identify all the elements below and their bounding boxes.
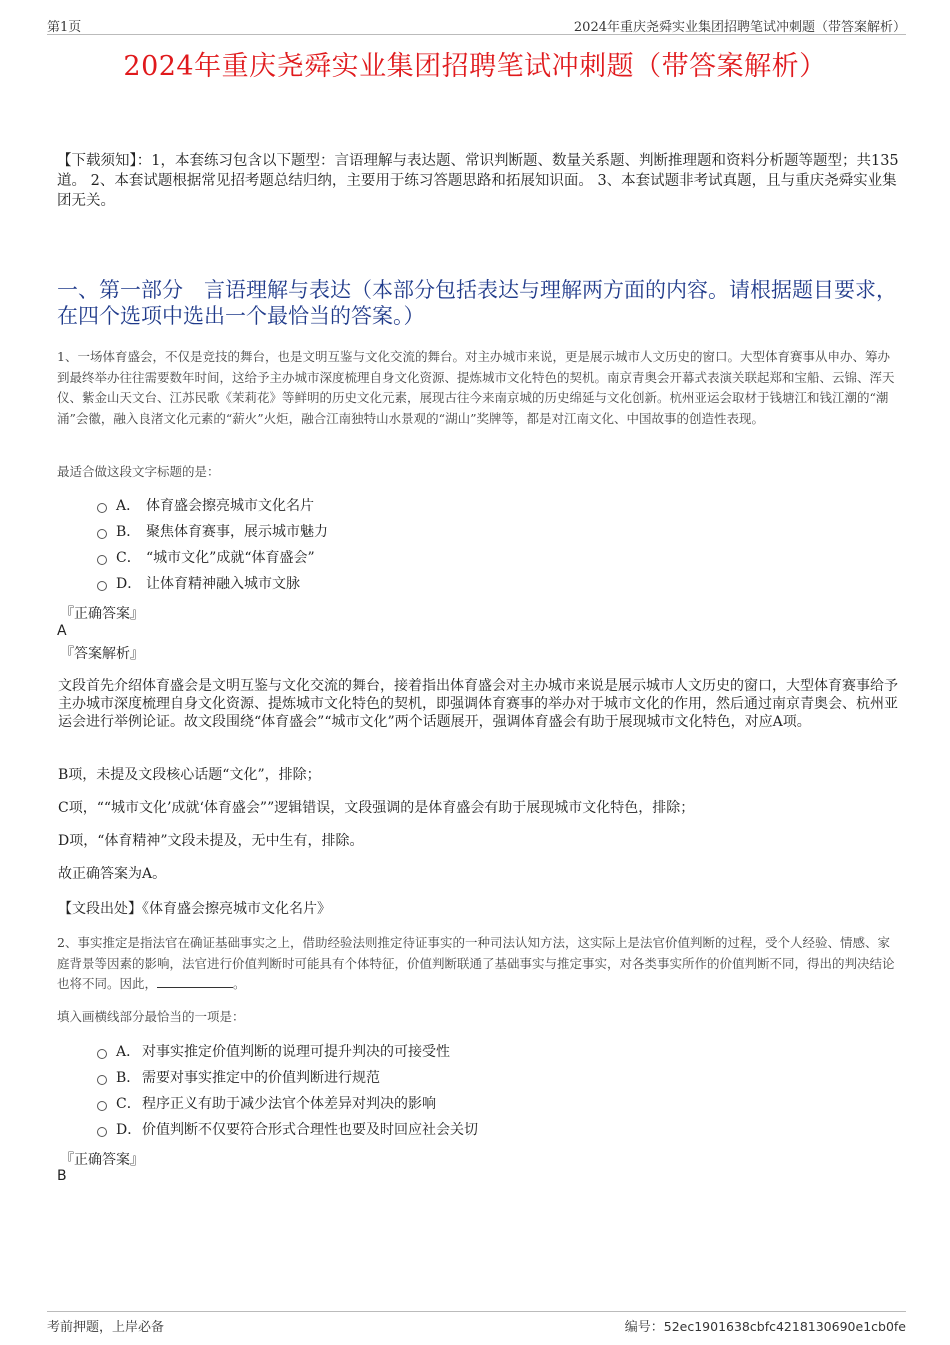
radio-icon[interactable] (97, 529, 107, 539)
question-1-option-b[interactable]: B． 聚焦体育赛事，展示城市魅力 (97, 522, 328, 542)
question-1-text: 1、一场体育盛会，不仅是竞技的舞台，也是文明互鉴与文化交流的舞台。对主办城市来说，更是展示城市人文历史的窗口。大型体育赛事从申办、筹办到最终举办往往需要数年时间，这给予主办城市深度梳理自身文化资源、提炼城市文化特色的契机。南京青奥会开幕式表演关联起郑和宝船、云锦、浑天仪、紫金山天文台、江苏民歌《茉莉花》等鲜明的历史文化元素，展现古往今来南京城的历史绵延与文化创新。杭州亚运会取材于钱塘江和钱江潮的“潮涌”会徽，融入良渚文化元素的“薪火”火炬，融合江南独特山水景观的“湖山”奖牌等，都是对江南文化、中国故事的创造性表现。 (57, 349, 895, 426)
question-2-answer-label: 『正确答案』 (60, 1152, 144, 1168)
question-2-answer: B (57, 1168, 67, 1184)
radio-icon[interactable] (97, 1127, 107, 1137)
document-title: 2024年重庆尧舜实业集团招聘笔试冲刺题（带答案解析） (123, 51, 827, 82)
question-1-analysis-c: C项，““城市文化’成就‘体育盛会””逻辑错误，文段强调的是体育盛会有助于展现城市文化特色，排除； (58, 800, 695, 816)
question-2-option-c[interactable]: C．程序正义有助于减少法官个体差异对判决的影响 (97, 1094, 436, 1114)
radio-icon[interactable] (97, 1049, 107, 1059)
question-1-analysis-label: 『答案解析』 (60, 646, 144, 662)
footer-code: 编号：52ec1901638cbfc4218130690e1cb0fe (624, 1319, 906, 1335)
question-1-analysis-main: 文段首先介绍体育盛会是文明互鉴与文化交流的舞台，接着指出体育盛会对主办城市来说是展示城市人文历史的窗口，大型体育赛事给予主办城市深度梳理自身文化资源、提炼城市文化特色的契机，即强调体育赛事的举办对于城市文化的作用，然后通过南京青奥会、杭州亚运会进行举例论证。故文段围绕“体育盛会”“城市文化”两个话题展开，强调体育盛会有助于展现城市文化特色，对应A项。 (58, 678, 898, 730)
radio-icon[interactable] (97, 581, 107, 591)
question-1-answer-label: 『正确答案』 (60, 606, 144, 622)
download-notice: 【下载须知】：1，本套练习包含以下题型：言语理解与表达题、常识判断题、数量关系题、判断推理题和资料分析题等题型；共135道。 2、本套试题根据常见招考题总结归纳，主要用于练习答题思路和拓展知识面。 3、本套试题非考试真题，且与重庆尧舜实业集团无关。 (57, 153, 899, 209)
question-1-conclusion: 故正确答案为A。 (58, 866, 167, 882)
page-header (47, 14, 906, 35)
question-1-option-c[interactable]: C． “城市文化”成就“体育盛会” (97, 548, 315, 568)
question-2-text: 2、事实推定是指法官在确证基础事实之上，借助经验法则推定待证事实的一种司法认知方法，这实际上是法官价值判断的过程，受个人经验、情感、家庭背景等因素的影响，法官进行价值判断时可能具有个体特征，价值判断联通了基础事实与推定事实，对各类事实所作的价值判断不同，得出的判决结论也将不同。因此， 。 (57, 935, 895, 991)
question-1-analysis-b: B项，未提及文段核心话题“文化”，排除； (58, 767, 321, 783)
question-1-analysis-d: D项，“体育精神”文段未提及，无中生有，排除。 (58, 833, 364, 849)
fill-blank-line (157, 975, 233, 988)
radio-icon[interactable] (97, 555, 107, 565)
footer-slogan: 考前押题，上岸必备 (47, 1320, 165, 1335)
page-number: 第1页 (47, 20, 82, 35)
question-1-source: 【文段出处】《体育盛会擦亮城市文化名片》 (58, 901, 331, 917)
question-1-prompt: 最适合做这段文字标题的是： (57, 464, 220, 479)
question-2-option-d[interactable]: D．价值判断不仅要符合形式合理性也要及时回应社会关切 (97, 1120, 478, 1140)
question-2-option-b[interactable]: B． 需要对事实推定中的价值判断进行规范 (97, 1068, 380, 1088)
question-1-answer: A (57, 623, 67, 639)
question-1-option-a[interactable]: A． 体育盛会擦亮城市文化名片 (97, 496, 314, 516)
radio-icon[interactable] (97, 503, 107, 513)
question-1-option-d[interactable]: D． 让体育精神融入城市文脉 (97, 574, 300, 594)
header-doc-title: 2024年重庆尧舜实业集团招聘笔试冲刺题（带答案解析） (573, 20, 906, 35)
question-2-prompt: 填入画横线部分最恰当的一项是： (57, 1009, 245, 1024)
radio-icon[interactable] (97, 1101, 107, 1111)
question-2-option-a[interactable]: A． 对事实推定价值判断的说理可提升判决的可接受性 (97, 1042, 450, 1062)
radio-icon[interactable] (97, 1075, 107, 1085)
page-footer (47, 1311, 906, 1335)
section-title: 一、第一部分 言语理解与表达（本部分包括表达与理解两方面的内容。请根据题目要求，在四个选项中选出一个最恰当的答案。） (57, 278, 897, 328)
